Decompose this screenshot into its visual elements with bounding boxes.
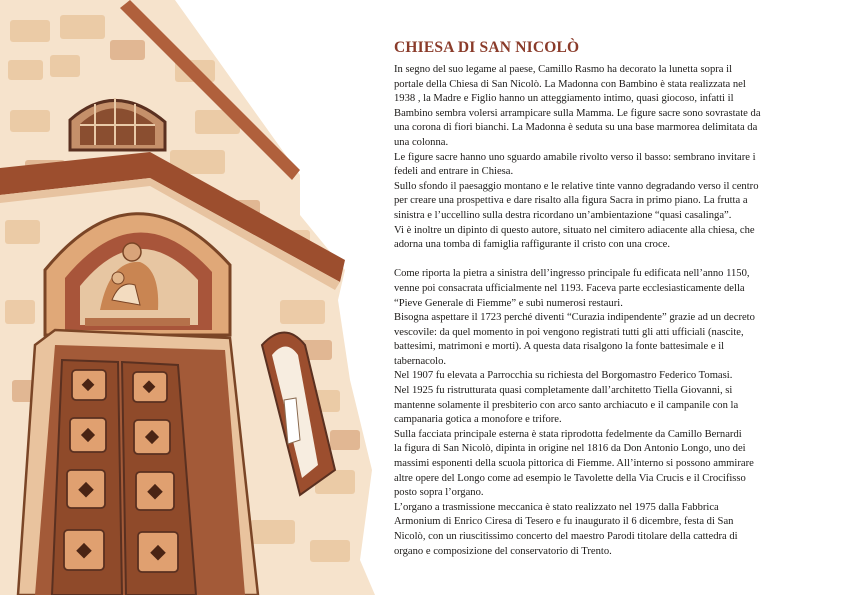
- body-line: portale della Chiesa di San Nicolò. La Madonna con Bambino è stata realizzata nel: [394, 78, 746, 90]
- body-line: Sulla facciata principale esterna è stata riprodotta fedelmente da Camillo Bernardi: [394, 428, 742, 440]
- church-watercolor-illustration: [0, 0, 380, 595]
- body-line: Vi è inoltre un dipinto di questo autore, situato nel cimitero adiacente alla chiesa, che: [394, 224, 755, 236]
- body-line: massimi esponenti della scuola pittorica di Fiemme. All’interno si possono ammirare: [394, 458, 754, 470]
- body-line: sinistra e l’uccellino sulla destra ricordano un’ambientazione “quasi casalinga”.: [394, 209, 732, 221]
- body-line: vescovile: da quel momento in poi vengono registrati tutti gli atti ufficiali (nascite,: [394, 326, 744, 338]
- body-line: Armonium di Enrico Ciresa di Tesero e fu inaugurato il 6 dicembre, festa di San: [394, 516, 734, 528]
- body-line: In segno del suo legame al paese, Camillo Rasmo ha decorato la lunetta sopra il: [394, 64, 733, 75]
- body-line: Sullo sfondo il paesaggio montano e le relative tinte vanno degradando verso il centro: [394, 180, 759, 192]
- article-title: CHIESA DI SAN NICOLÒ: [394, 39, 580, 56]
- body-line: altre opere del Longo come ad esempio le Tavolette della Via Crucis e il Crocifisso: [394, 472, 746, 484]
- body-line: mantenne solamente il presbiterio con arco santo archiacuto e il campanile con la: [394, 399, 739, 411]
- body-line: Nel 1925 fu ristrutturata quasi completamente dall’architetto Tiella Giovanni, si: [394, 385, 733, 397]
- body-line: Nel 1907 fu elevata a Parrocchia su richiesta del Borgomastro Federico Tomasi.: [394, 370, 733, 382]
- body-line: adorna una tomba di famiglia raffigurante il cristo con una croce.: [394, 239, 671, 251]
- body-line: per creare una prospettiva e dare risalto alla figura Sacra in primo piano. La frutta a: [394, 195, 748, 207]
- body-line: Bisogna aspettare il 1723 perché diventi “Curazia indipendente” grazie ad un decreto: [394, 312, 755, 324]
- body-line: posto sopra l’organo.: [394, 487, 484, 499]
- body-line: L’organo a trasmissione meccanica è stato realizzato nel 1975 dalla Fabbrica: [394, 501, 719, 513]
- body-line: battesimi, matrimoni e morti). A questa data risalgono la fonte battesimale e il: [394, 341, 725, 353]
- body-line: Bambino sembra volersi arrampicare sulla Mamma. Le figure sacre sono sovrastate da: [394, 107, 761, 119]
- body-line: fedeli and entrare in Chiesa.: [394, 166, 514, 178]
- body-line: venne poi consacrata ufficialmente nel 1193. Faceva parte ecclesiasticamente della: [394, 282, 745, 294]
- body-line: una colonna.: [394, 136, 449, 148]
- body-line: campanaria gotica a monofore e trifore.: [394, 414, 562, 426]
- body-line: la figura di San Nicolò, dipinta in origine nel 1816 da Don Antonio Longo, uno dei: [394, 443, 746, 455]
- body-line: organo e composizione del conservatorio di Trento.: [394, 545, 612, 557]
- body-line: Come riporta la pietra a sinistra dell’ingresso principale fu edificata nell’anno 1150,: [394, 268, 750, 280]
- article-body: [394, 63, 814, 559]
- article-text: [394, 39, 814, 559]
- body-line: Nicolò, con un riuscitissimo concerto del maestro Parodi titolare della cattedra di: [394, 531, 738, 542]
- body-line: 1938 , la Madre e Figlio hanno un atteggiamento intimo, quasi giocoso, infatti il: [394, 93, 734, 105]
- body-line: tabernacolo.: [394, 355, 447, 367]
- body-line: una corona di fiori bianchi. La Madonna è seduta su una base marmorea delimitata da: [394, 122, 758, 134]
- paragraph-gap: [394, 253, 814, 268]
- body-line: Le figure sacre hanno uno sguardo amabile rivolto verso il basso: sembrano invitare i: [394, 151, 756, 163]
- body-line: “Pieve Generale di Fiemme” e subì numerosi restauri.: [394, 297, 623, 309]
